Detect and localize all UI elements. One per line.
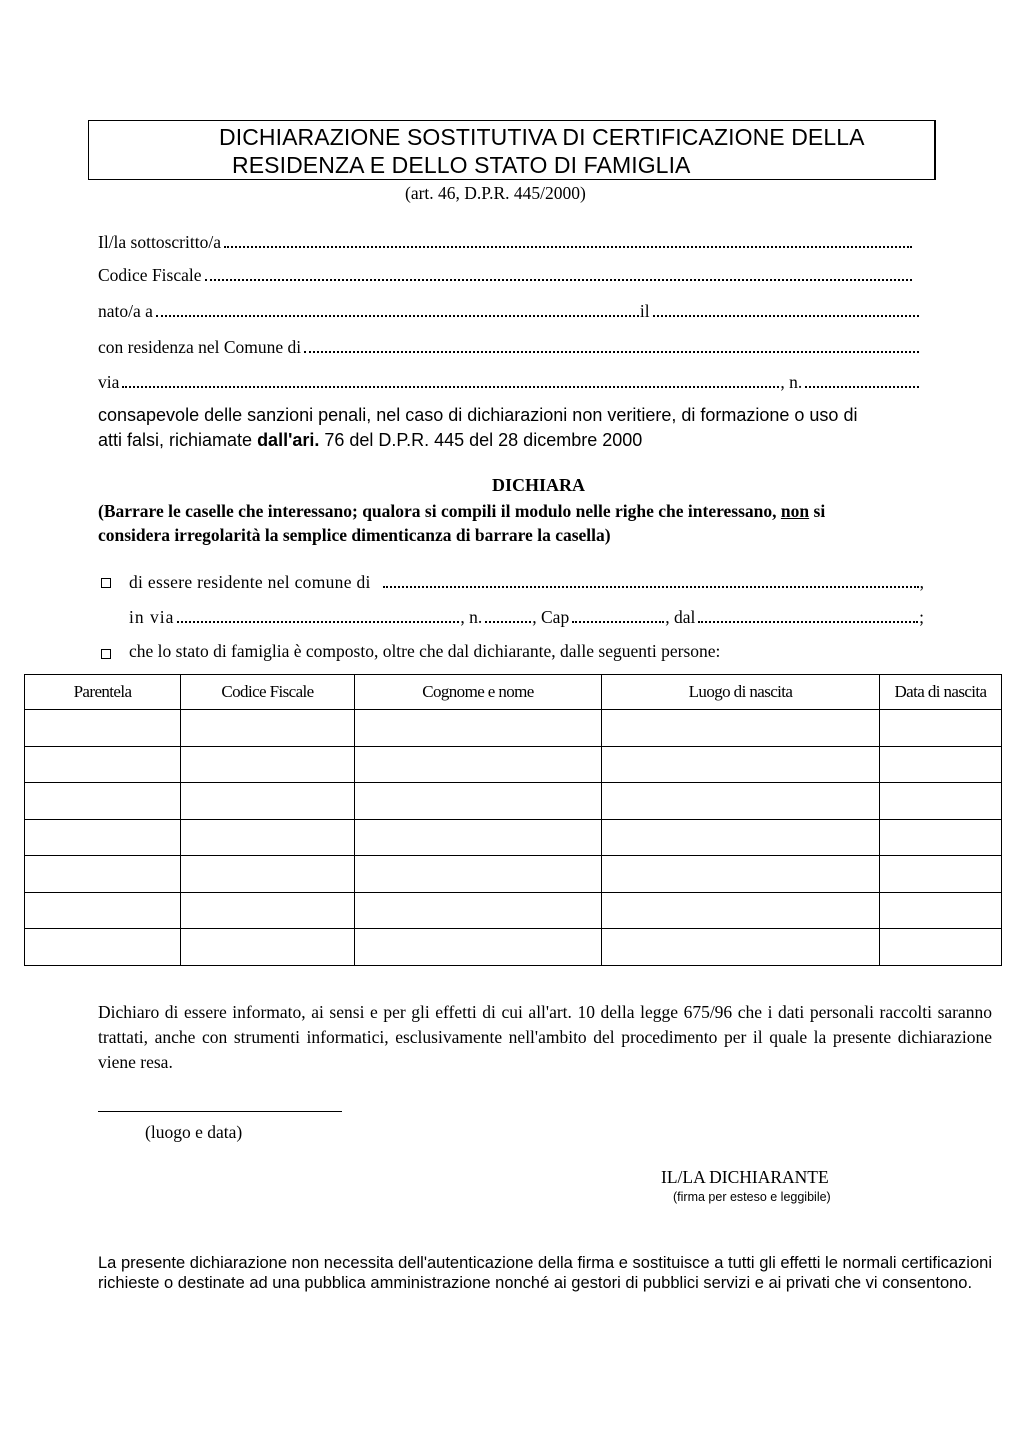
column-header-data-nascita: Data di nascita bbox=[880, 675, 1002, 710]
column-header-parentela: Parentela bbox=[25, 675, 181, 710]
via-blank[interactable] bbox=[122, 386, 779, 388]
cell-codice-fiscale[interactable] bbox=[181, 819, 355, 856]
cell-data-nascita[interactable] bbox=[880, 746, 1002, 783]
column-header-cognome-nome: Cognome e nome bbox=[355, 675, 602, 710]
famiglia-checkbox[interactable] bbox=[101, 649, 111, 659]
cell-cognome-nome[interactable] bbox=[355, 783, 602, 820]
cap-label: , Cap bbox=[532, 607, 570, 627]
document-title-line-1: DICHIARAZIONE SOSTITUTIVA DI CERTIFICAZIONE DELLA bbox=[219, 124, 865, 150]
dichiarante-label: IL/LA DICHIARANTE bbox=[661, 1167, 829, 1187]
sottoscritto-blank[interactable] bbox=[224, 246, 912, 248]
column-header-codice-fiscale: Codice Fiscale bbox=[181, 675, 355, 710]
cap-blank[interactable] bbox=[572, 621, 664, 623]
residenza-blank[interactable] bbox=[304, 351, 919, 353]
cell-cognome-nome[interactable] bbox=[355, 856, 602, 893]
sottoscritto-label: Il/la sottoscritto/a bbox=[98, 232, 221, 252]
consapevole-bold-ref: dall'ari. bbox=[257, 430, 320, 450]
cell-cognome-nome[interactable] bbox=[355, 892, 602, 929]
residente-indirizzo-field[interactable] bbox=[129, 607, 924, 628]
table-header-row bbox=[25, 675, 1002, 710]
cell-parentela[interactable] bbox=[25, 856, 181, 893]
cell-parentela[interactable] bbox=[25, 929, 181, 966]
cell-cognome-nome[interactable] bbox=[355, 929, 602, 966]
cell-parentela[interactable] bbox=[25, 892, 181, 929]
cell-codice-fiscale[interactable] bbox=[181, 710, 355, 747]
cell-codice-fiscale[interactable] bbox=[181, 892, 355, 929]
cell-parentela[interactable] bbox=[25, 783, 181, 820]
instructions-line-1 bbox=[98, 499, 825, 523]
civico-blank[interactable] bbox=[485, 621, 531, 623]
cell-luogo-nascita[interactable] bbox=[602, 710, 880, 747]
table-row bbox=[25, 892, 1002, 929]
cell-parentela[interactable] bbox=[25, 819, 181, 856]
residente-label: di essere residente nel comune di bbox=[129, 572, 371, 592]
cell-data-nascita[interactable] bbox=[880, 783, 1002, 820]
privacy-paragraph: Dichiaro di essere informato, ai sensi e per gli effetti di cui all'art. 10 della legge 675/96 che i dati personali raccolti saranno trattati, anche con strumenti informatici, esclusivamente nell'ambito del procedimento per il quale la presente dichiarazione viene resa. bbox=[98, 1002, 992, 1072]
residenza-label: con residenza nel Comune di bbox=[98, 337, 302, 357]
table-row bbox=[25, 856, 1002, 893]
cell-luogo-nascita[interactable] bbox=[602, 746, 880, 783]
dichiara-instructions bbox=[98, 499, 825, 547]
table-row bbox=[25, 746, 1002, 783]
instructions-underlined-word: non bbox=[780, 501, 810, 521]
cell-data-nascita[interactable] bbox=[880, 856, 1002, 893]
codice-fiscale-field[interactable] bbox=[98, 265, 913, 286]
nato-blank[interactable] bbox=[156, 315, 639, 317]
cell-luogo-nascita[interactable] bbox=[602, 783, 880, 820]
residente-comune-field[interactable] bbox=[129, 572, 924, 593]
cell-data-nascita[interactable] bbox=[880, 819, 1002, 856]
table-row bbox=[25, 783, 1002, 820]
numero-label: , n. bbox=[780, 372, 803, 392]
famiglia-label: che lo stato di famiglia è composto, oltre che dal dichiarante, dalle seguenti persone: bbox=[129, 641, 721, 661]
in-via-label: in via bbox=[129, 607, 175, 627]
dichiara-heading: DICHIARA bbox=[492, 475, 586, 495]
cell-data-nascita[interactable] bbox=[880, 929, 1002, 966]
residente-line-end: , bbox=[919, 572, 924, 592]
codice-fiscale-blank[interactable] bbox=[205, 279, 912, 281]
table-row bbox=[25, 819, 1002, 856]
instructions-line-1-start: (Barrare le caselle che interessano; qualora si compili il modulo nelle righe che interessano, bbox=[98, 501, 781, 521]
instructions-line-1-end: si bbox=[809, 501, 826, 521]
footer-paragraph: La presente dichiarazione non necessita dell'autenticazione della firma e sostituisce a tutti gli effetti le normali certificazioni richieste o destinate ad una pubblica amministrazione nonché ai gestori di pubblici servizi e ai privati che vi consentono. bbox=[98, 1254, 992, 1292]
cell-codice-fiscale[interactable] bbox=[181, 783, 355, 820]
table-row bbox=[25, 710, 1002, 747]
consapevole-paragraph bbox=[98, 403, 980, 453]
nascita-field[interactable] bbox=[98, 301, 920, 322]
sottoscritto-field[interactable] bbox=[98, 232, 913, 253]
luogo-data-label: (luogo e data) bbox=[145, 1122, 243, 1142]
instructions-line-2: considera irregolarità la semplice dimenticanza di barrare la casella) bbox=[98, 525, 611, 545]
residente-checkbox[interactable] bbox=[101, 578, 111, 588]
nato-label: nato/a a bbox=[98, 301, 153, 321]
numero-blank[interactable] bbox=[805, 386, 919, 388]
cell-parentela[interactable] bbox=[25, 710, 181, 747]
cell-codice-fiscale[interactable] bbox=[181, 929, 355, 966]
in-via-blank[interactable] bbox=[177, 621, 459, 623]
data-nascita-blank[interactable] bbox=[653, 315, 919, 317]
codice-fiscale-label: Codice Fiscale bbox=[98, 265, 202, 285]
il-label: il bbox=[639, 301, 650, 321]
residente-comune-blank[interactable] bbox=[383, 586, 919, 588]
consapevole-line-1: consapevole delle sanzioni penali, nel caso di dichiarazioni non veritiere, di formazione o uso di bbox=[98, 405, 858, 425]
cell-cognome-nome[interactable] bbox=[355, 819, 602, 856]
cell-luogo-nascita[interactable] bbox=[602, 892, 880, 929]
document-subtitle: (art. 46, D.P.R. 445/2000) bbox=[405, 183, 586, 203]
cell-luogo-nascita[interactable] bbox=[602, 819, 880, 856]
firma-note: (firma per esteso e leggibile) bbox=[673, 1190, 831, 1204]
table-row bbox=[25, 929, 1002, 966]
via-label: via bbox=[98, 372, 120, 392]
column-header-luogo-nascita: Luogo di nascita bbox=[602, 675, 880, 710]
cell-parentela[interactable] bbox=[25, 746, 181, 783]
cell-luogo-nascita[interactable] bbox=[602, 929, 880, 966]
n-label: , n. bbox=[460, 607, 483, 627]
document-title-line-2: RESIDENZA E DELLO STATO DI FAMIGLIA bbox=[232, 152, 691, 178]
cell-codice-fiscale[interactable] bbox=[181, 746, 355, 783]
cell-cognome-nome[interactable] bbox=[355, 746, 602, 783]
family-table bbox=[24, 674, 1002, 966]
consapevole-line-2 bbox=[98, 428, 980, 453]
cell-data-nascita[interactable] bbox=[880, 710, 1002, 747]
consapevole-line-2-end: 76 del D.P.R. 445 del 28 dicembre 2000 bbox=[319, 430, 643, 450]
cell-data-nascita[interactable] bbox=[880, 892, 1002, 929]
cell-codice-fiscale[interactable] bbox=[181, 856, 355, 893]
residenza-field[interactable] bbox=[98, 337, 920, 358]
indirizzo-line-end: ; bbox=[919, 607, 924, 627]
dal-blank[interactable] bbox=[698, 621, 918, 623]
consapevole-line-2-start: atti falsi, richiamate bbox=[98, 430, 258, 450]
cell-cognome-nome[interactable] bbox=[355, 710, 602, 747]
via-field[interactable] bbox=[98, 372, 920, 393]
luogo-data-line[interactable] bbox=[98, 1111, 342, 1112]
cell-luogo-nascita[interactable] bbox=[602, 856, 880, 893]
dal-label: , dal bbox=[665, 607, 696, 627]
